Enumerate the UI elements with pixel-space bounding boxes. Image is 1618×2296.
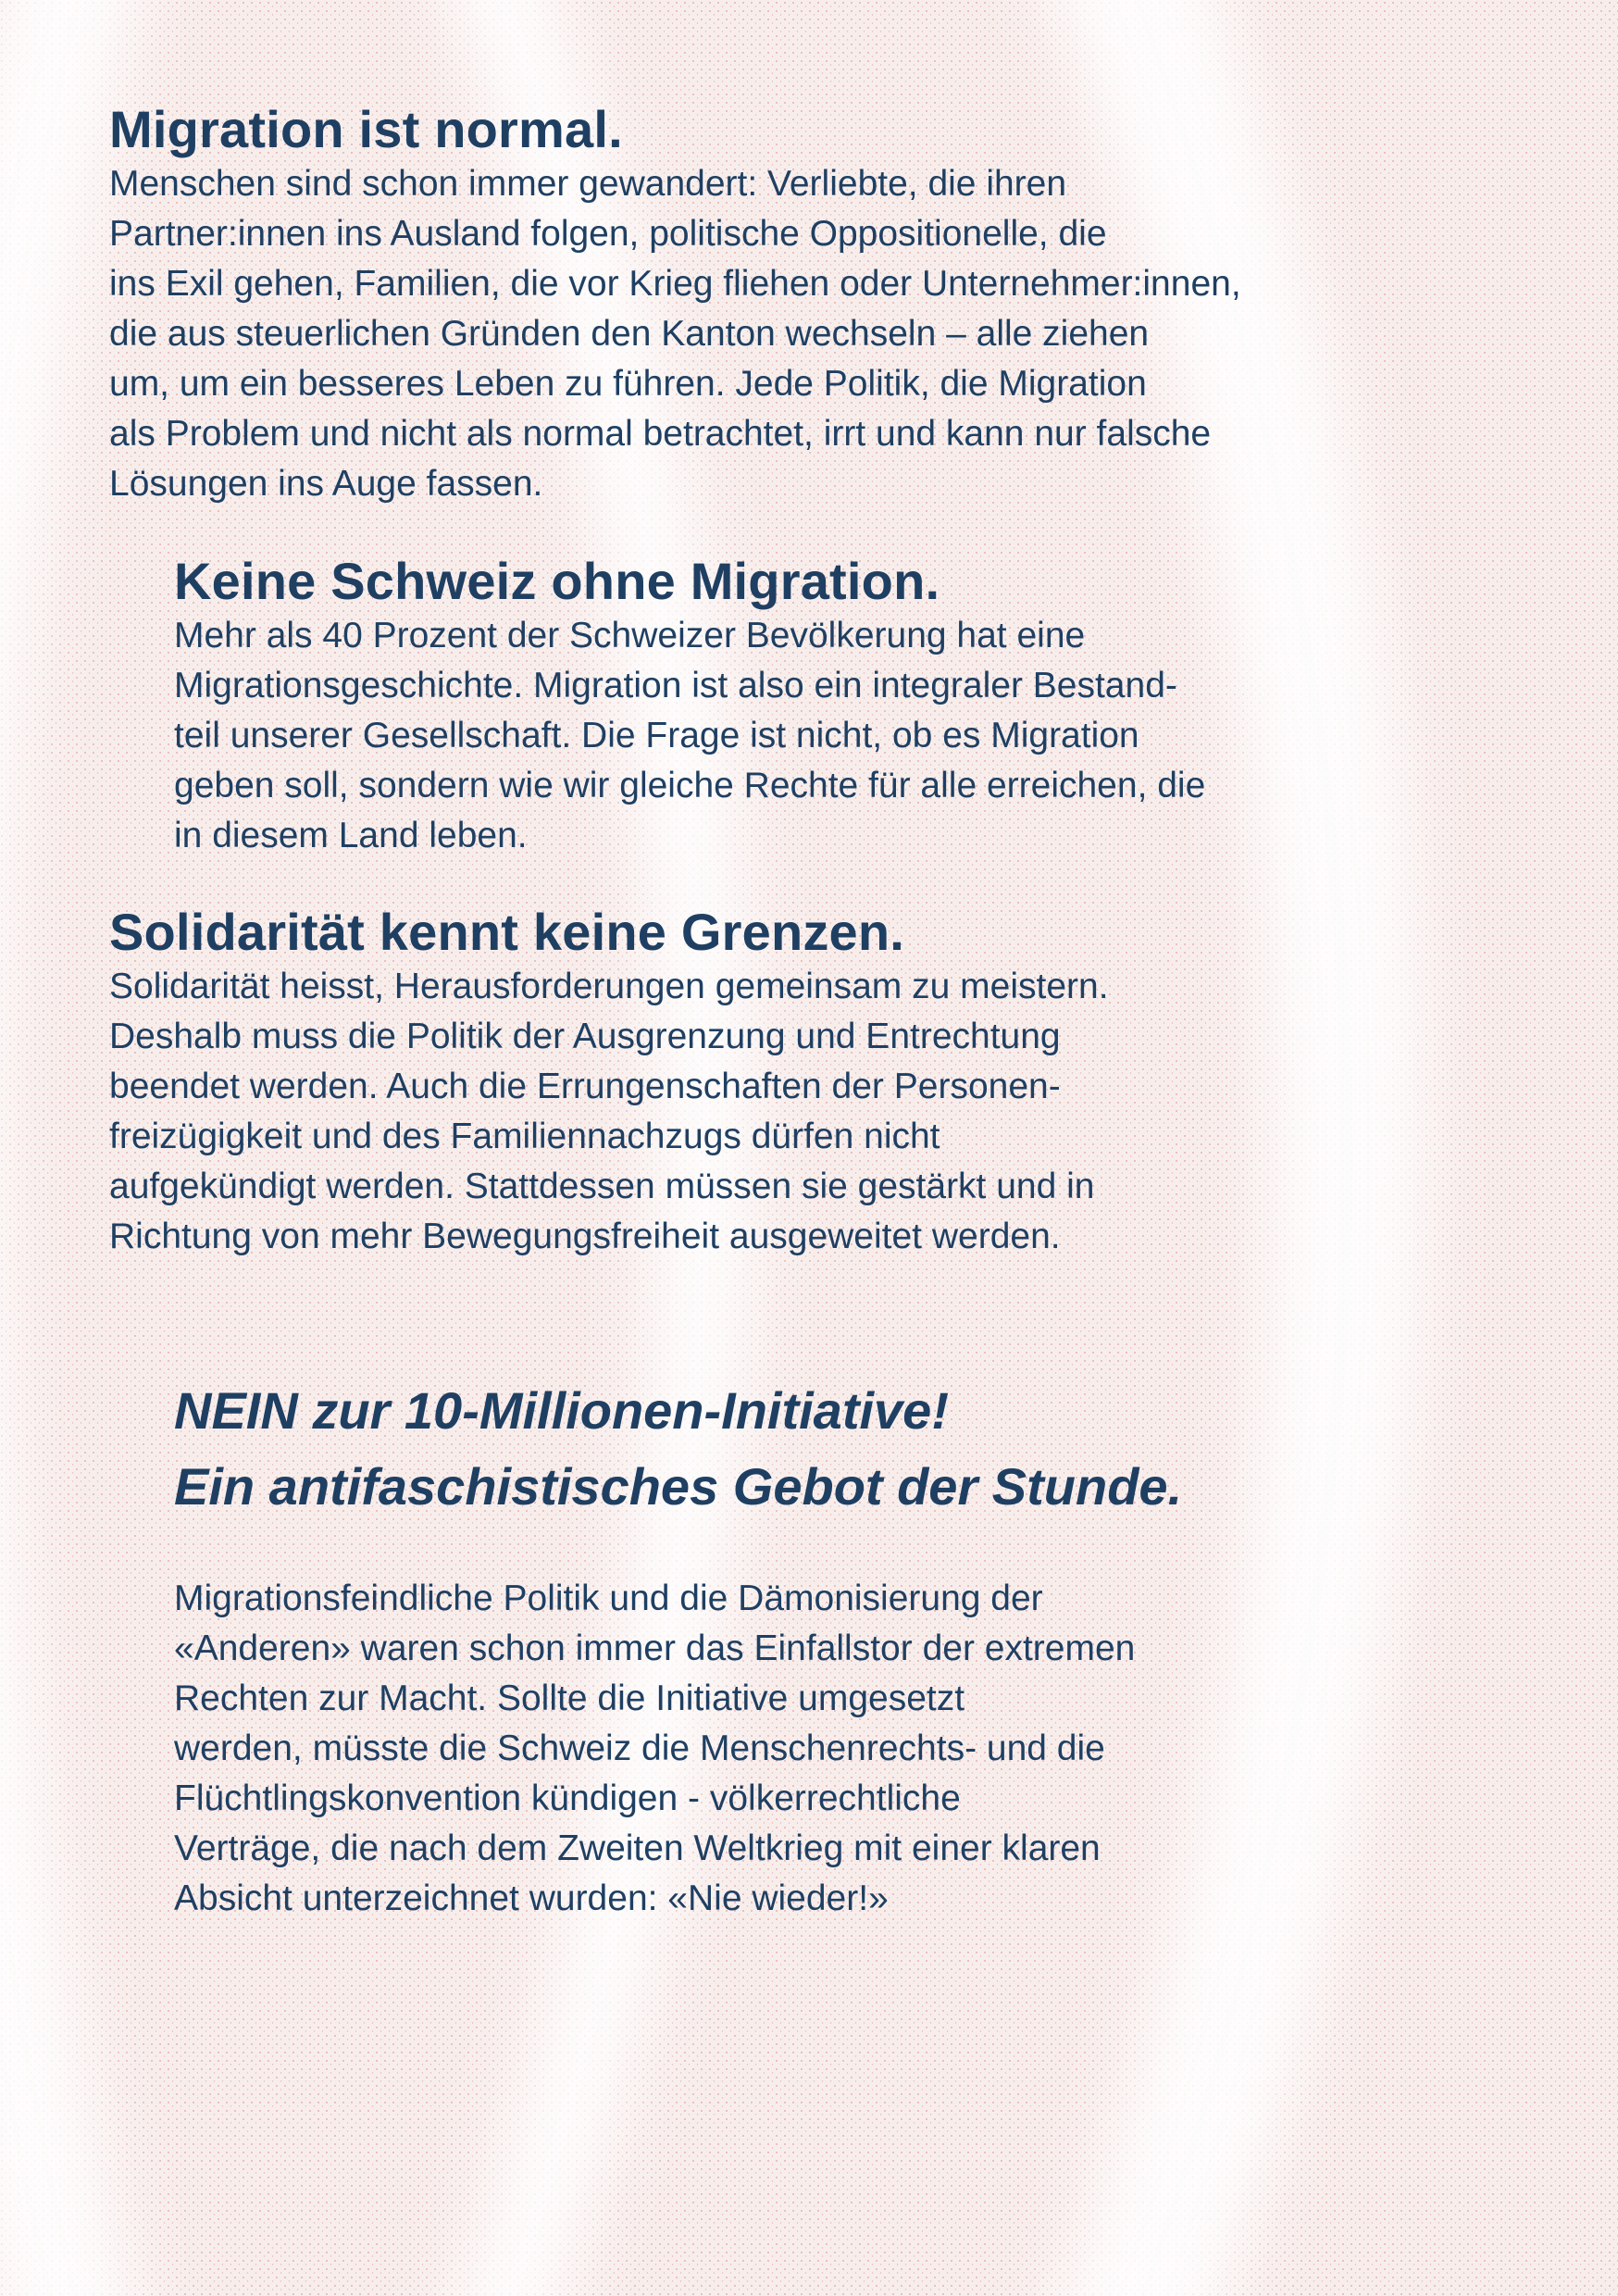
closing-title: NEIN zur 10-Millionen-Initiative! Ein antifaschistisches Gebot der Stunde. [174, 1381, 1183, 1516]
closing-body: Migrationsfeindliche Politik und die Dämonisierung der «Anderen» waren schon immer das Einfallstor der extremen Rechten zur Macht. Sollte die Initiative umgesetzt werden, müsste die Schweiz die Menschenrechts- und die Flüchtlingskonvention kündigen - völkerrechtliche Verträge, die nach dem Zweiten Weltkrieg mit einer klaren Absicht unterzeichnet wurden: «Nie wieder!» [174, 1578, 1136, 1918]
section-body: Mehr als 40 Prozent der Schweizer Bevölkerung hat eine Migrationsgeschichte. Migration ist also ein integraler Bestand- teil unserer Gesellschaft. Die Frage ist nicht, ob es Migration geben soll, sondern wie wir gleiche Rechte für alle erreichen, die in diesem Land leben. [174, 616, 1206, 855]
section-title: Keine Schweiz ohne Migration. [174, 552, 940, 610]
section-keine-schweiz [174, 552, 1562, 861]
section-body: Solidarität heisst, Herausforderungen gemeinsam zu meistern. Deshalb muss die Politik der Ausgrenzung und Entrechtung beendet werden. Auch die Errungenschaften der Personen- freizügigkeit und des Familiennachzugs dürfen nicht aufgekündigt werden. Stattdessen müssen sie gestärkt und in Richtung von mehr Bewegungsfreiheit ausgeweitet werden. [109, 967, 1109, 1256]
section-title: Solidarität kennt keine Grenzen. [109, 903, 905, 961]
section-solidaritaet [109, 903, 1553, 1262]
section-body: Menschen sind schon immer gewandert: Verliebte, die ihren Partner:innen ins Ausland folgen, politische Oppositionelle, die ins Exil gehen, Familien, die vor Krieg fliehen oder Unternehmer:innen, die aus steuerlichen Gründen den Kanton wechseln – alle ziehen um, um ein besseres Leben zu führen. Jede Politik, die Migration als Problem und nicht als normal betrachtet, irrt und kann nur falsche Lösungen ins Auge fassen. [109, 164, 1241, 504]
section-title: Migration ist normal. [109, 100, 623, 158]
section-migration-normal [109, 100, 1553, 509]
closing-section [174, 1373, 1562, 1924]
